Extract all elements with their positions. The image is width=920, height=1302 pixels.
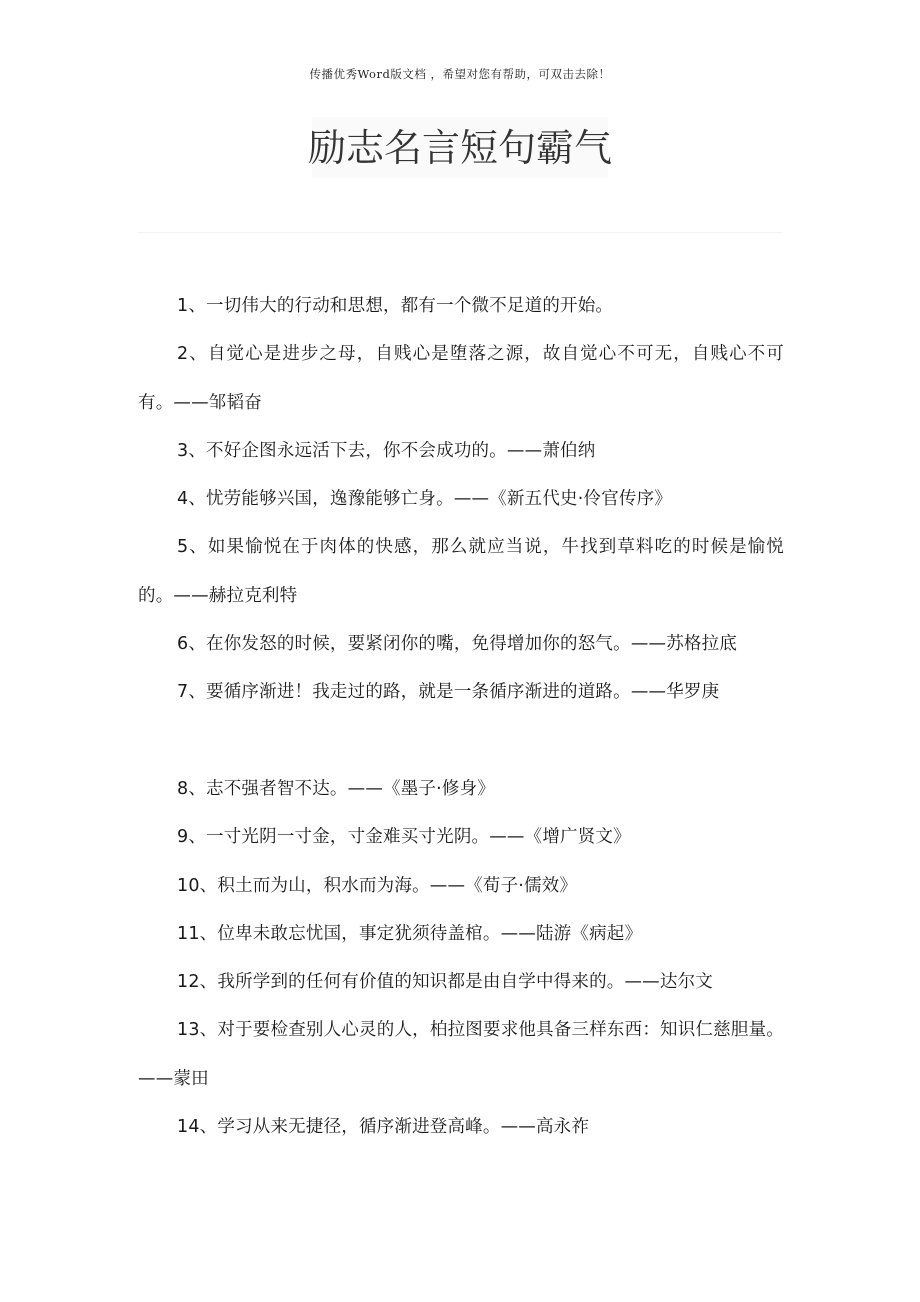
quote-paragraph: 1、一切伟大的行动和思想，都有一个微不足道的开始。	[177, 296, 614, 316]
quote-paragraph: 6、在你发怒的时候，要紧闭你的嘴，免得增加你的怒气。——苏格拉底	[177, 634, 738, 655]
quote-paragraph: 10、积土而为山，积水而为海。——《荀子·儒效》	[177, 875, 578, 896]
quote-paragraph: 12、我所学到的任何有价值的知识都是由自学中得来的。——达尔文	[177, 972, 713, 993]
quote-paragraph: 9、一寸光阴一寸金，寸金难买寸光阴。——《增广贤文》	[177, 827, 631, 848]
quote-paragraph: 7、要循序渐进！我走过的路，就是一条循序渐进的道路。——华罗庚	[177, 682, 720, 703]
title-block	[308, 117, 613, 178]
quote-paragraph: 5、如果愉悦在于肉体的快感，那么就应当说，牛找到草料吃的时候是愉悦的。——赫拉克利特	[138, 537, 784, 606]
quote-paragraph: 11、位卑未敢忘忧国，事定犹须待盖棺。——陆游《病起》	[177, 923, 643, 944]
document-header-notice: 传播优秀Word版文档 ，希望对您有帮助，可双击去除！	[309, 67, 611, 81]
quote-paragraph: 4、忧劳能够兴国，逸豫能够亡身。——《新五代史·伶官传序》	[177, 489, 672, 510]
blank-line	[138, 717, 784, 765]
title-divider	[137, 232, 783, 233]
quote-paragraph: 8、志不强者智不达。——《墨子·修身》	[177, 778, 495, 799]
quote-paragraph: 13、对于要检查别人心灵的人，柏拉图要求他具备三样东西：知识仁慈胆量。——蒙田	[138, 1020, 784, 1089]
quote-paragraph: 14、学习从来无捷径，循序渐进登高峰。——高永祚	[177, 1117, 590, 1138]
document-title: 励志名言短句霸气	[308, 125, 613, 170]
document-body	[138, 282, 784, 1151]
quote-paragraph: 2、自觉心是进步之母，自贱心是堕落之源，故自觉心不可无，自贱心不可有。——邹韬奋	[138, 344, 784, 413]
quote-paragraph: 3、不好企图永远活下去，你不会成功的。——萧伯纳	[177, 440, 596, 461]
